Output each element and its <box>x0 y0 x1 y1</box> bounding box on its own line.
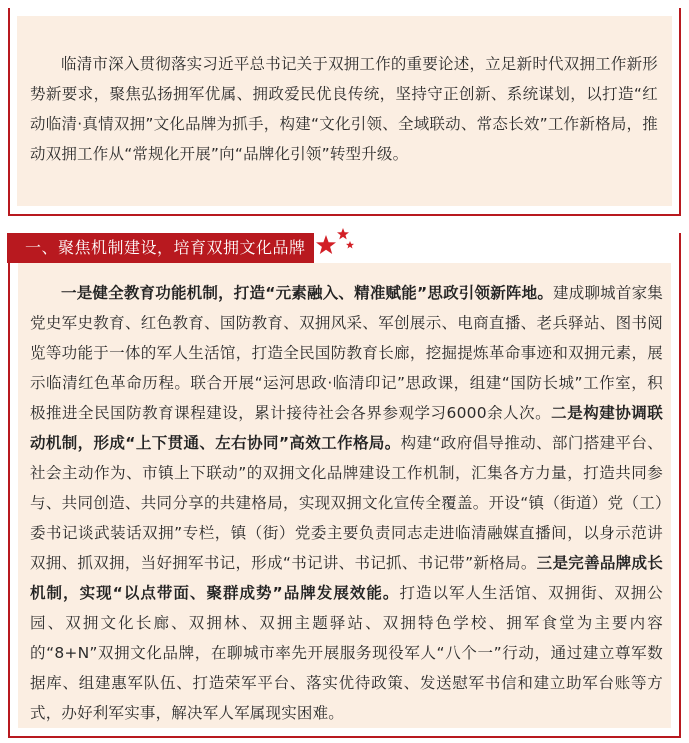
point-1-heading: 一是健全教育功能机制，打造“元素融入、精准赋能”思政引领新阵地。 <box>61 284 554 302</box>
stars-icon <box>316 226 356 262</box>
intro-panel <box>17 16 672 206</box>
large-star-icon <box>316 235 336 254</box>
intro-paragraph: 临清市深入贯彻落实习近平总书记关于双拥工作的重要论述，立足新时代双拥工作新形势新要求，聚焦弘扬拥军优属、拥政爱民优良传统，坚持守正创新、系统谋划，以打造“红动临清·真情双拥”文化品牌为抓手，构建“文化引领、全域联动、常态长效”工作新格局，推动双拥工作从“常规化开展”向“品牌化引领”转型升级。 <box>30 55 658 163</box>
section-panel <box>18 263 671 728</box>
point-1-text: 建成聊城首家集党史军史教育、红色教育、国防教育、双拥风采、军创展示、电商直播、老兵驿站、图书阅览等功能于一体的军人生活馆，打造全民国防教育长廊，挖掘提炼革命事迹和双拥元素，展示临清红色革命历程。联合开展“运河思政·临清印记”思政课，组建“国防长城”工作室，积极推进全民国防教育课程建设，累计接待社会各界参观学习6000余人次。 <box>30 284 663 422</box>
point-3-text: 打造以军人生活馆、双拥街、双拥公园、双拥文化长廊、双拥林、双拥主题驿站、双拥特色学校、拥军食堂为主要内容的“8+N”双拥文化品牌，在聊城市率先开展服务现役军人“八个一”行动，通过建立尊军数据库、组建惠军队伍、打造荣军平台、落实优待政策、发送慰军书信和建立助军台账等方式，办好利军实事，解决军人军属现实困难。 <box>30 584 663 722</box>
section-heading: 一、聚焦机制建设，培育双拥文化品牌 <box>7 233 314 263</box>
point-2-text: 构建“政府倡导推动、部门搭建平台、社会主动作为、市镇上下联动”的双拥文化品牌建设工作机制，汇集各方力量，打造共同参与、共同创造、共同分享的共建格局，实现双拥文化宣传全覆盖。开设“镇（街道）党（工）委书记谈武装话双拥”专栏，镇（街）党委主要负责同志走进临清融媒直播间，以身示范讲双拥、抓双拥，当好拥军书记，形成“书记讲、书记抓、书记带”新格局。 <box>30 434 663 572</box>
section-box <box>8 233 681 738</box>
small-star-icon <box>346 241 354 249</box>
point-2-heading: 二是构建协调联动机制，形成“上下贯通、左右协同”高效工作格局。 <box>30 404 663 452</box>
point-3-heading: 三是完善品牌成长机制，实现“以点带面、聚群成势”品牌发展效能。 <box>30 554 663 602</box>
section-paragraph <box>18 263 671 728</box>
medium-star-icon <box>337 228 349 239</box>
intro-box <box>8 8 681 216</box>
